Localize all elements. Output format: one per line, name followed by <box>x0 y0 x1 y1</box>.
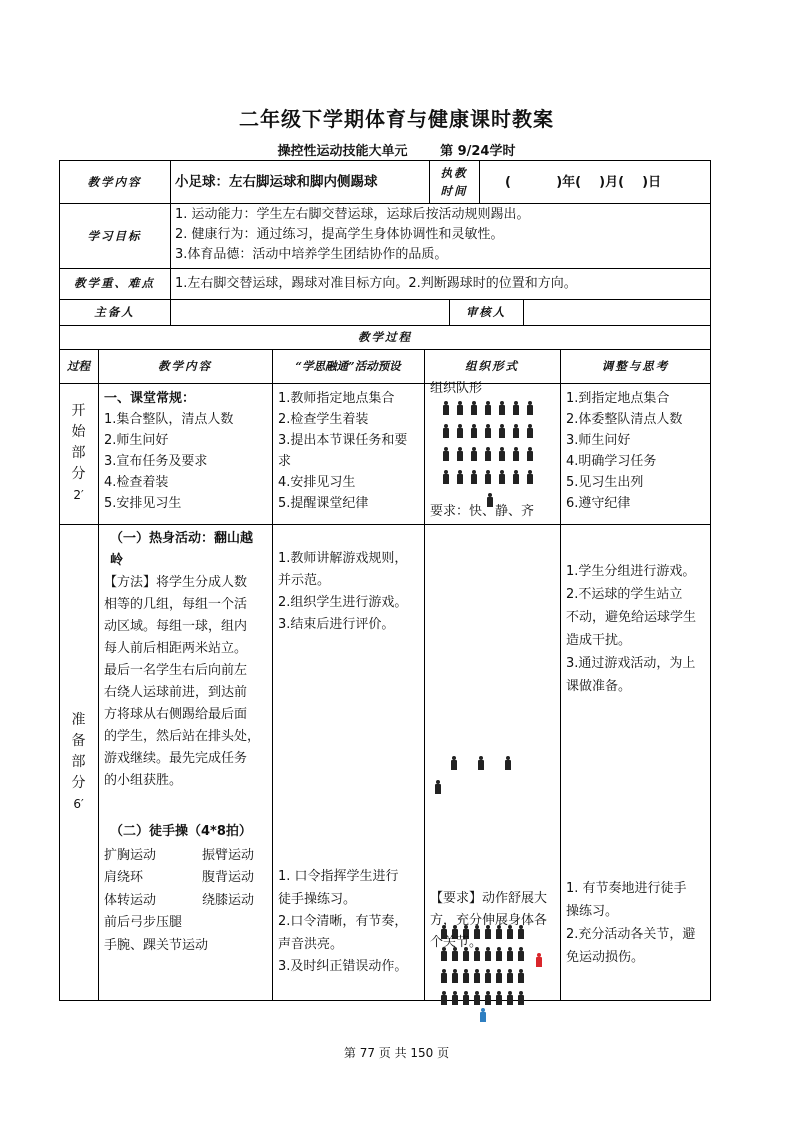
student-figure <box>527 424 533 438</box>
student-figure <box>499 470 505 484</box>
goal-item: 1. 运动能力：学生左右脚交替运球，运球后按活动规则踢出。 <box>175 207 530 222</box>
method-line: 游戏继续。最先完成任务 <box>104 751 248 766</box>
list-item: 声音洪亮。 <box>278 936 344 952</box>
content-label: 教学内容 <box>87 174 142 189</box>
student-figure <box>499 424 505 438</box>
exercise-row: 手腕、踝关节运动 <box>104 937 209 953</box>
list-item: 1. 口令指挥学生进行 <box>278 869 399 884</box>
stage1-phase: 开 始 部 分 2′ <box>71 403 86 502</box>
list-item: 3.宣布任务及要求 <box>104 454 208 469</box>
leader-figure <box>480 1008 486 1022</box>
goals-label: 学习目标 <box>87 228 142 243</box>
list-item: 免运动损伤。 <box>566 950 645 965</box>
list-item: 造成干扰。 <box>566 633 632 648</box>
list-item: 求 <box>278 454 292 469</box>
student-figure <box>496 969 502 983</box>
list-item: 2.体委整队清点人数 <box>566 412 683 427</box>
student-figure <box>441 991 447 1005</box>
stage2-exercises <box>104 821 272 957</box>
list-item: 徒手操练习。 <box>278 891 357 907</box>
student-figure <box>443 424 449 438</box>
col-header-stage: 过程 <box>67 358 90 373</box>
student-figure <box>485 991 491 1005</box>
warmup-title: （一）热身活动：翻山越 <box>110 531 254 546</box>
student-figure <box>513 424 519 438</box>
student-figure <box>435 780 441 794</box>
student-figure <box>485 401 491 415</box>
list-item: 2.充分活动各关节，避 <box>566 927 696 942</box>
lesson-plan-table <box>59 160 711 1001</box>
list-item: 1.到指定地点集合 <box>566 391 670 406</box>
exercise-title: （二）徒手操（4*8拍） <box>110 824 252 839</box>
student-figure <box>463 991 469 1005</box>
list-item: 不动，避免给运球学生 <box>566 610 697 625</box>
student-figure <box>485 969 491 983</box>
formation-requirement: 要求：快、静、齐 <box>430 504 535 519</box>
student-figure <box>452 991 458 1005</box>
lesson-number: 第 9/24学时 <box>440 144 516 159</box>
stage2-reflection-game <box>566 560 710 698</box>
method-line: 【方法】将学生分成人数 <box>104 575 248 590</box>
list-item: 1.学生分组进行游戏。 <box>566 564 696 579</box>
list-item: 3.通过游戏活动，为上 <box>566 656 696 671</box>
keypoints-value: 1.左右脚交替运球，踢球对准目标方向。2.判断踢球时的位置和方向。 <box>175 276 577 291</box>
method-line: 最后一名学生右后向前左 <box>104 663 248 678</box>
student-figure <box>457 424 463 438</box>
stage1-activities <box>278 388 422 514</box>
list-item: 2.口令清晰，有节奏， <box>278 914 408 929</box>
stage1-reflection <box>566 388 710 514</box>
list-item: 5.提醒课堂纪律 <box>278 496 369 511</box>
list-item: 5.安排见习生 <box>104 496 182 511</box>
student-figure <box>457 401 463 415</box>
document-subtitle <box>0 140 793 159</box>
student-figure <box>485 447 491 461</box>
student-figure <box>507 991 513 1005</box>
list-item: 3.师生问好 <box>566 433 631 448</box>
student-figure <box>527 401 533 415</box>
student-figure <box>457 470 463 484</box>
stage2-reflection-exercise <box>566 877 710 969</box>
student-figure <box>471 424 477 438</box>
list-item: 4.明确学习任务 <box>566 454 657 469</box>
method-line: 方将球从右侧踢给最后面 <box>104 707 248 722</box>
unit-name: 操控性运动技能大单元 <box>277 144 408 159</box>
student-figure <box>443 470 449 484</box>
student-figure <box>527 470 533 484</box>
student-figure <box>474 969 480 983</box>
list-item: 3.及时纠正错误动作。 <box>278 959 408 974</box>
list-item: 2.师生问好 <box>104 433 169 448</box>
student-figure <box>518 969 524 983</box>
student-figure <box>485 470 491 484</box>
formation-label: 组织队形 <box>430 381 483 396</box>
learning-goals <box>175 205 705 267</box>
method-line: 相等的几组，每组一个活 <box>104 597 248 612</box>
method-line: 动区域。每组一球，组内 <box>104 619 248 634</box>
col-header-reflection: 调整与思考 <box>601 358 670 373</box>
student-figure <box>527 447 533 461</box>
method-line: 的小组获胜。 <box>104 773 183 788</box>
student-figure <box>474 991 480 1005</box>
teacher-figure <box>536 953 542 967</box>
goal-item: 3.体育品德：活动中培养学生团结协作的品质。 <box>175 247 448 262</box>
student-figure <box>485 424 491 438</box>
list-item: 1.集合整队，清点人数 <box>104 412 234 427</box>
list-item: 6.遵守纪律 <box>566 496 631 511</box>
student-figure <box>457 447 463 461</box>
student-figure <box>471 401 477 415</box>
stage2-phase: 准 备 部 分 6′ <box>71 711 86 811</box>
list-item: 4.检查着装 <box>104 475 169 490</box>
reviewer-label: 审核人 <box>465 304 507 319</box>
student-figure <box>513 401 519 415</box>
student-figure <box>496 991 502 1005</box>
student-figure <box>507 969 513 983</box>
list-item: 2.不运球的学生站立 <box>566 587 683 602</box>
student-figure <box>441 969 447 983</box>
list-item: 4.安排见习生 <box>278 475 356 490</box>
goal-item: 2. 健康行为：通过练习，提高学生身体协调性和灵敏性。 <box>175 227 504 242</box>
student-figure <box>471 447 477 461</box>
col-header-content: 教学内容 <box>158 358 212 373</box>
stage2-activities-game <box>278 548 422 636</box>
student-figure <box>518 991 524 1005</box>
time-label: 执教 时间 <box>440 166 468 198</box>
list-item: 3.结束后进行评价。 <box>278 617 395 632</box>
student-figure <box>452 969 458 983</box>
document-title: 二年级下学期体育与健康课时教案 <box>239 107 554 131</box>
stage1-content-title: 一、课堂常规： <box>104 391 196 406</box>
exercise-row: 扩胸运动 振臂运动 <box>104 847 255 863</box>
student-figure <box>505 756 511 770</box>
list-item: 1. 有节奏地进行徒手 <box>566 881 687 896</box>
method-line: 每人前后相距两米站立。 <box>104 641 248 656</box>
preparer-label: 主备人 <box>94 304 135 319</box>
list-item: 1.教师讲解游戏规则， <box>278 551 408 566</box>
page-footer: 第 77 页 共 150 页 <box>343 1046 450 1060</box>
lesson-topic: 小足球：左右脚运球和脚内侧踢球 <box>175 173 378 190</box>
exercise-row: 肩绕环 腹背运动 <box>104 870 255 885</box>
exercise-row: 前后弓步压腿 <box>104 915 183 930</box>
exercise-row: 体转运动 绕膝运动 <box>104 892 255 908</box>
list-item: 操练习。 <box>566 904 619 919</box>
student-figure <box>443 447 449 461</box>
stage2-content <box>104 528 272 792</box>
list-item: 1.教师指定地点集合 <box>278 391 395 406</box>
warmup-title-cont: 岭 <box>110 553 124 568</box>
student-figure <box>463 969 469 983</box>
student-figure <box>513 447 519 461</box>
stage2-formation-requirement: 【要求】动作舒展大 方，充分伸展身体各 个关节。 <box>430 891 548 950</box>
student-figure <box>499 447 505 461</box>
student-figure <box>478 756 484 770</box>
process-section-title: 教学过程 <box>358 329 412 344</box>
method-line: 的学生，然后站在排头处， <box>104 729 261 744</box>
student-figure <box>513 470 519 484</box>
stage2-activities-exercise <box>278 866 422 979</box>
list-item: 2.检查学生着装 <box>278 412 369 427</box>
time-value: ( )年( )月( )日 <box>505 174 662 190</box>
method-line: 右绕人运球前进，到达前 <box>104 685 248 700</box>
student-figure <box>499 401 505 415</box>
student-figure <box>451 756 457 770</box>
list-item: 并示范。 <box>278 573 331 588</box>
student-figure <box>471 470 477 484</box>
list-item: 2.组织学生进行游戏。 <box>278 595 408 610</box>
list-item: 3.提出本节课任务和要 <box>278 433 408 448</box>
student-figure <box>443 401 449 415</box>
col-header-activities: “学思融通”活动预设 <box>295 358 401 373</box>
col-header-formation: 组织形式 <box>465 358 519 373</box>
stage1-content <box>104 388 270 514</box>
list-item: 课做准备。 <box>566 679 632 694</box>
keypoints-label: 教学重、难点 <box>74 276 155 290</box>
list-item: 5.见习生出列 <box>566 475 644 490</box>
